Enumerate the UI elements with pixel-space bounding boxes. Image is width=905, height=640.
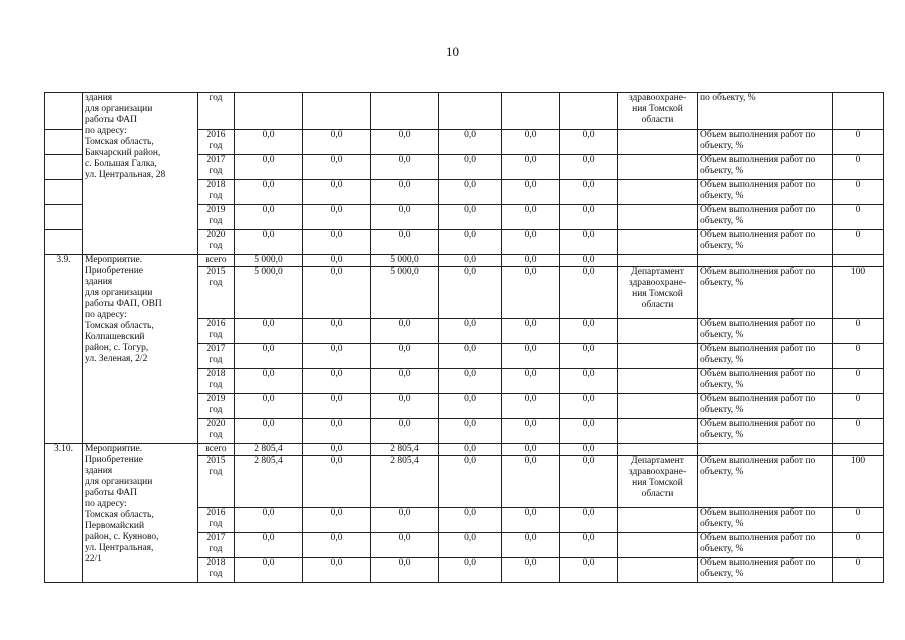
page-number: 10 xyxy=(446,44,459,59)
value-cell: 0,0 xyxy=(439,344,502,369)
value-cell: 0,0 xyxy=(371,558,439,583)
event-description-line: с. Большая Галка, xyxy=(85,159,157,169)
value-cell: 0,0 xyxy=(303,394,371,419)
value-cell: 0,0 xyxy=(560,319,618,344)
target-cell: 0 xyxy=(833,130,884,155)
year-cell: 2016 год xyxy=(198,319,235,344)
value-cell: 0,0 xyxy=(560,369,618,394)
event-description-line: Приобретение xyxy=(85,266,143,276)
year-cell: 2017 год xyxy=(198,155,235,180)
value-cell: 0,0 xyxy=(502,130,560,155)
year-cell: всего xyxy=(198,444,235,456)
indicator-cell: Объем выполнения работ по объекту, % xyxy=(698,344,833,369)
value-cell: 0,0 xyxy=(439,533,502,558)
value-cell xyxy=(502,93,560,130)
value-cell: 0,0 xyxy=(439,255,502,267)
value-cell: 5 000,0 xyxy=(371,255,439,267)
table-row xyxy=(45,255,884,267)
value-cell: 5 000,0 xyxy=(235,255,303,267)
event-description-cell xyxy=(83,93,198,255)
year-cell: 2015 год xyxy=(198,267,235,319)
value-cell: 0,0 xyxy=(560,180,618,205)
event-description-line: район, с. Куяново, xyxy=(85,532,159,542)
value-cell: 0,0 xyxy=(560,344,618,369)
value-cell: 0,0 xyxy=(502,456,560,508)
year-cell: 2020 год xyxy=(198,230,235,255)
value-cell: 0,0 xyxy=(502,344,560,369)
year-cell: 2016 год xyxy=(198,130,235,155)
target-cell: 0 xyxy=(833,344,884,369)
value-cell: 0,0 xyxy=(502,319,560,344)
value-cell xyxy=(235,93,303,130)
value-cell: 0,0 xyxy=(439,155,502,180)
value-cell: 0,0 xyxy=(560,533,618,558)
value-cell: 0,0 xyxy=(560,130,618,155)
value-cell xyxy=(303,93,371,130)
value-cell: 0,0 xyxy=(235,205,303,230)
indicator-cell: Объем выполнения работ по объекту, % xyxy=(698,230,833,255)
event-number-cell xyxy=(45,93,83,130)
program-table xyxy=(44,92,884,583)
value-cell: 2 805,4 xyxy=(235,444,303,456)
value-cell: 0,0 xyxy=(439,558,502,583)
department-cell xyxy=(618,444,698,456)
value-cell: 0,0 xyxy=(371,205,439,230)
value-cell: 5 000,0 xyxy=(371,267,439,319)
event-description-line: Томская область, xyxy=(85,321,154,331)
value-cell: 0,0 xyxy=(502,205,560,230)
target-cell: 0 xyxy=(833,394,884,419)
department-line: Департамент xyxy=(631,456,684,466)
event-description-line: Бакчарский район, xyxy=(85,148,161,158)
department-cell xyxy=(618,533,698,558)
department-line: ния Томской xyxy=(632,478,683,488)
event-description-line: для организации xyxy=(85,104,153,114)
value-cell: 0,0 xyxy=(371,319,439,344)
department-cell xyxy=(618,508,698,533)
value-cell: 0,0 xyxy=(439,456,502,508)
event-description-line: работы ФАП, ОВП xyxy=(85,299,162,309)
indicator-cell: по объекту, % xyxy=(698,93,833,130)
target-cell xyxy=(833,255,884,267)
value-cell: 0,0 xyxy=(303,180,371,205)
event-description-line: по адресу: xyxy=(85,126,127,136)
event-number-cell xyxy=(45,205,83,230)
value-cell: 0,0 xyxy=(439,230,502,255)
value-cell: 0,0 xyxy=(235,419,303,444)
value-cell: 0,0 xyxy=(560,419,618,444)
target-cell: 0 xyxy=(833,205,884,230)
target-cell: 0 xyxy=(833,180,884,205)
target-cell: 0 xyxy=(833,369,884,394)
event-description-line: ул. Центральная, 28 xyxy=(85,170,166,180)
value-cell xyxy=(371,93,439,130)
year-cell: 2018 год xyxy=(198,369,235,394)
value-cell: 0,0 xyxy=(560,508,618,533)
value-cell: 0,0 xyxy=(303,369,371,394)
value-cell: 0,0 xyxy=(502,155,560,180)
value-cell: 0,0 xyxy=(502,508,560,533)
target-cell: 0 xyxy=(833,230,884,255)
target-cell xyxy=(833,444,884,456)
year-cell: 2018 год xyxy=(198,180,235,205)
department-cell xyxy=(618,394,698,419)
value-cell: 0,0 xyxy=(560,444,618,456)
value-cell: 0,0 xyxy=(502,558,560,583)
indicator-cell: Объем выполнения работ по объекту, % xyxy=(698,205,833,230)
indicator-cell xyxy=(698,255,833,267)
value-cell: 0,0 xyxy=(303,319,371,344)
value-cell: 0,0 xyxy=(235,319,303,344)
value-cell: 0,0 xyxy=(303,205,371,230)
event-description-line: здания xyxy=(85,277,113,287)
value-cell: 0,0 xyxy=(303,130,371,155)
event-description-line: Томская область, xyxy=(85,137,154,147)
indicator-cell: Объем выполнения работ по объекту, % xyxy=(698,369,833,394)
value-cell: 0,0 xyxy=(235,180,303,205)
value-cell: 0,0 xyxy=(235,533,303,558)
target-cell: 0 xyxy=(833,558,884,583)
department-cell xyxy=(618,344,698,369)
value-cell: 2 805,4 xyxy=(371,456,439,508)
department-cell xyxy=(618,558,698,583)
event-description-cell xyxy=(83,255,198,444)
department-cell xyxy=(618,155,698,180)
event-number-cell xyxy=(45,180,83,205)
value-cell: 0,0 xyxy=(560,394,618,419)
value-cell: 2 805,4 xyxy=(371,444,439,456)
value-cell: 0,0 xyxy=(303,533,371,558)
target-cell: 0 xyxy=(833,155,884,180)
value-cell: 0,0 xyxy=(371,230,439,255)
event-description-line: район, с. Тогур, xyxy=(85,343,149,353)
year-cell: 2016 год xyxy=(198,508,235,533)
year-cell: 2017 год xyxy=(198,533,235,558)
indicator-cell: Объем выполнения работ по объекту, % xyxy=(698,558,833,583)
event-description-cell xyxy=(83,444,198,583)
indicator-cell: Объем выполнения работ по объекту, % xyxy=(698,419,833,444)
department-cell xyxy=(618,180,698,205)
value-cell: 0,0 xyxy=(303,267,371,319)
value-cell: 2 805,4 xyxy=(235,456,303,508)
value-cell: 0,0 xyxy=(439,267,502,319)
value-cell: 5 000,0 xyxy=(235,267,303,319)
table-row xyxy=(45,93,884,130)
value-cell: 0,0 xyxy=(371,394,439,419)
department-cell xyxy=(618,267,698,319)
value-cell: 0,0 xyxy=(235,508,303,533)
value-cell: 0,0 xyxy=(560,267,618,319)
value-cell: 0,0 xyxy=(235,344,303,369)
department-line: ния Томской xyxy=(632,289,683,299)
value-cell: 0,0 xyxy=(303,230,371,255)
value-cell: 0,0 xyxy=(235,130,303,155)
value-cell: 0,0 xyxy=(560,205,618,230)
value-cell: 0,0 xyxy=(235,369,303,394)
indicator-cell: Объем выполнения работ по объекту, % xyxy=(698,508,833,533)
department-cell xyxy=(618,456,698,508)
value-cell: 0,0 xyxy=(439,394,502,419)
value-cell: 0,0 xyxy=(303,344,371,369)
value-cell: 0,0 xyxy=(560,155,618,180)
department-cell xyxy=(618,419,698,444)
value-cell: 0,0 xyxy=(371,369,439,394)
value-cell: 0,0 xyxy=(303,558,371,583)
indicator-cell: Объем выполнения работ по объекту, % xyxy=(698,456,833,508)
event-number-cell xyxy=(45,130,83,155)
event-description-line: Томская область, xyxy=(85,510,154,520)
value-cell: 0,0 xyxy=(439,180,502,205)
value-cell: 0,0 xyxy=(560,456,618,508)
value-cell: 0,0 xyxy=(371,180,439,205)
value-cell: 0,0 xyxy=(439,508,502,533)
year-cell: 2017 год xyxy=(198,344,235,369)
department-line: здравоохране- xyxy=(628,467,687,477)
year-cell: год xyxy=(198,93,235,130)
target-cell: 100 xyxy=(833,456,884,508)
event-description-line: работы ФАП xyxy=(85,115,137,125)
value-cell: 0,0 xyxy=(560,558,618,583)
year-cell: 2019 год xyxy=(198,205,235,230)
event-description-line: здания xyxy=(85,466,113,476)
value-cell: 0,0 xyxy=(371,344,439,369)
value-cell: 0,0 xyxy=(502,533,560,558)
year-cell: 2019 год xyxy=(198,394,235,419)
value-cell: 0,0 xyxy=(560,230,618,255)
value-cell: 0,0 xyxy=(371,533,439,558)
department-line: области xyxy=(641,300,674,310)
department-line: области xyxy=(641,489,674,499)
value-cell: 0,0 xyxy=(439,130,502,155)
event-number-cell xyxy=(45,155,83,180)
value-cell xyxy=(560,93,618,130)
value-cell: 0,0 xyxy=(303,255,371,267)
value-cell: 0,0 xyxy=(502,444,560,456)
event-description-line: Мероприятие. xyxy=(85,255,143,265)
department-cell xyxy=(618,369,698,394)
department-line: ния Томской xyxy=(632,104,683,114)
value-cell: 0,0 xyxy=(303,508,371,533)
value-cell: 0,0 xyxy=(502,255,560,267)
department-line: здравоохране- xyxy=(628,93,687,103)
indicator-cell: Объем выполнения работ по объекту, % xyxy=(698,267,833,319)
indicator-cell: Объем выполнения работ по объекту, % xyxy=(698,394,833,419)
value-cell: 0,0 xyxy=(502,419,560,444)
target-cell xyxy=(833,93,884,130)
event-number-cell: 3.10. xyxy=(45,444,83,583)
department-cell xyxy=(618,319,698,344)
event-number-cell xyxy=(45,230,83,255)
event-description-line: 22/1 xyxy=(85,554,102,564)
year-cell: 2020 год xyxy=(198,419,235,444)
event-description-line: ул. Центральная, xyxy=(85,543,154,553)
value-cell: 0,0 xyxy=(439,369,502,394)
table-body xyxy=(45,93,884,583)
department-line: здравоохране- xyxy=(628,278,687,288)
event-description-line: ул. Зеленая, 2/2 xyxy=(85,354,148,364)
value-cell: 0,0 xyxy=(502,394,560,419)
indicator-cell: Объем выполнения работ по объекту, % xyxy=(698,130,833,155)
event-description-line: здания xyxy=(85,93,113,103)
value-cell: 0,0 xyxy=(439,419,502,444)
year-cell: 2018 год xyxy=(198,558,235,583)
value-cell: 0,0 xyxy=(235,558,303,583)
value-cell: 0,0 xyxy=(502,267,560,319)
event-description-line: для организации xyxy=(85,288,153,298)
department-cell xyxy=(618,130,698,155)
indicator-cell xyxy=(698,444,833,456)
value-cell xyxy=(439,93,502,130)
department-cell xyxy=(618,230,698,255)
event-description-line: работы ФАП xyxy=(85,488,137,498)
event-number-cell: 3.9. xyxy=(45,255,83,444)
indicator-cell: Объем выполнения работ по объекту, % xyxy=(698,155,833,180)
event-description-line: Приобретение xyxy=(85,455,143,465)
target-cell: 0 xyxy=(833,533,884,558)
event-description-line: Мероприятие. xyxy=(85,444,143,454)
value-cell: 0,0 xyxy=(502,369,560,394)
indicator-cell: Объем выполнения работ по объекту, % xyxy=(698,180,833,205)
target-cell: 100 xyxy=(833,267,884,319)
value-cell: 0,0 xyxy=(303,444,371,456)
event-description-line: Первомайский xyxy=(85,521,145,531)
department-line: Департамент xyxy=(631,267,684,277)
value-cell: 0,0 xyxy=(303,456,371,508)
department-cell xyxy=(618,93,698,130)
value-cell: 0,0 xyxy=(235,155,303,180)
indicator-cell: Объем выполнения работ по объекту, % xyxy=(698,319,833,344)
value-cell: 0,0 xyxy=(439,319,502,344)
event-description-line: Колпашевский xyxy=(85,332,145,342)
value-cell: 0,0 xyxy=(371,508,439,533)
value-cell: 0,0 xyxy=(439,205,502,230)
year-cell: 2015 год xyxy=(198,456,235,508)
value-cell: 0,0 xyxy=(502,180,560,205)
target-cell: 0 xyxy=(833,419,884,444)
value-cell: 0,0 xyxy=(371,419,439,444)
value-cell: 0,0 xyxy=(560,255,618,267)
event-description-line: по адресу: xyxy=(85,310,127,320)
table-row xyxy=(45,444,884,456)
value-cell: 0,0 xyxy=(303,155,371,180)
department-cell xyxy=(618,205,698,230)
value-cell: 0,0 xyxy=(502,230,560,255)
indicator-cell: Объем выполнения работ по объекту, % xyxy=(698,533,833,558)
year-cell: всего xyxy=(198,255,235,267)
value-cell: 0,0 xyxy=(371,155,439,180)
value-cell: 0,0 xyxy=(235,394,303,419)
target-cell: 0 xyxy=(833,319,884,344)
event-description-line: по адресу: xyxy=(85,499,127,509)
value-cell: 0,0 xyxy=(371,130,439,155)
value-cell: 0,0 xyxy=(235,230,303,255)
value-cell: 0,0 xyxy=(439,444,502,456)
event-description-line: для организации xyxy=(85,477,153,487)
department-line: области xyxy=(641,115,674,125)
department-cell xyxy=(618,255,698,267)
value-cell: 0,0 xyxy=(303,419,371,444)
target-cell: 0 xyxy=(833,508,884,533)
